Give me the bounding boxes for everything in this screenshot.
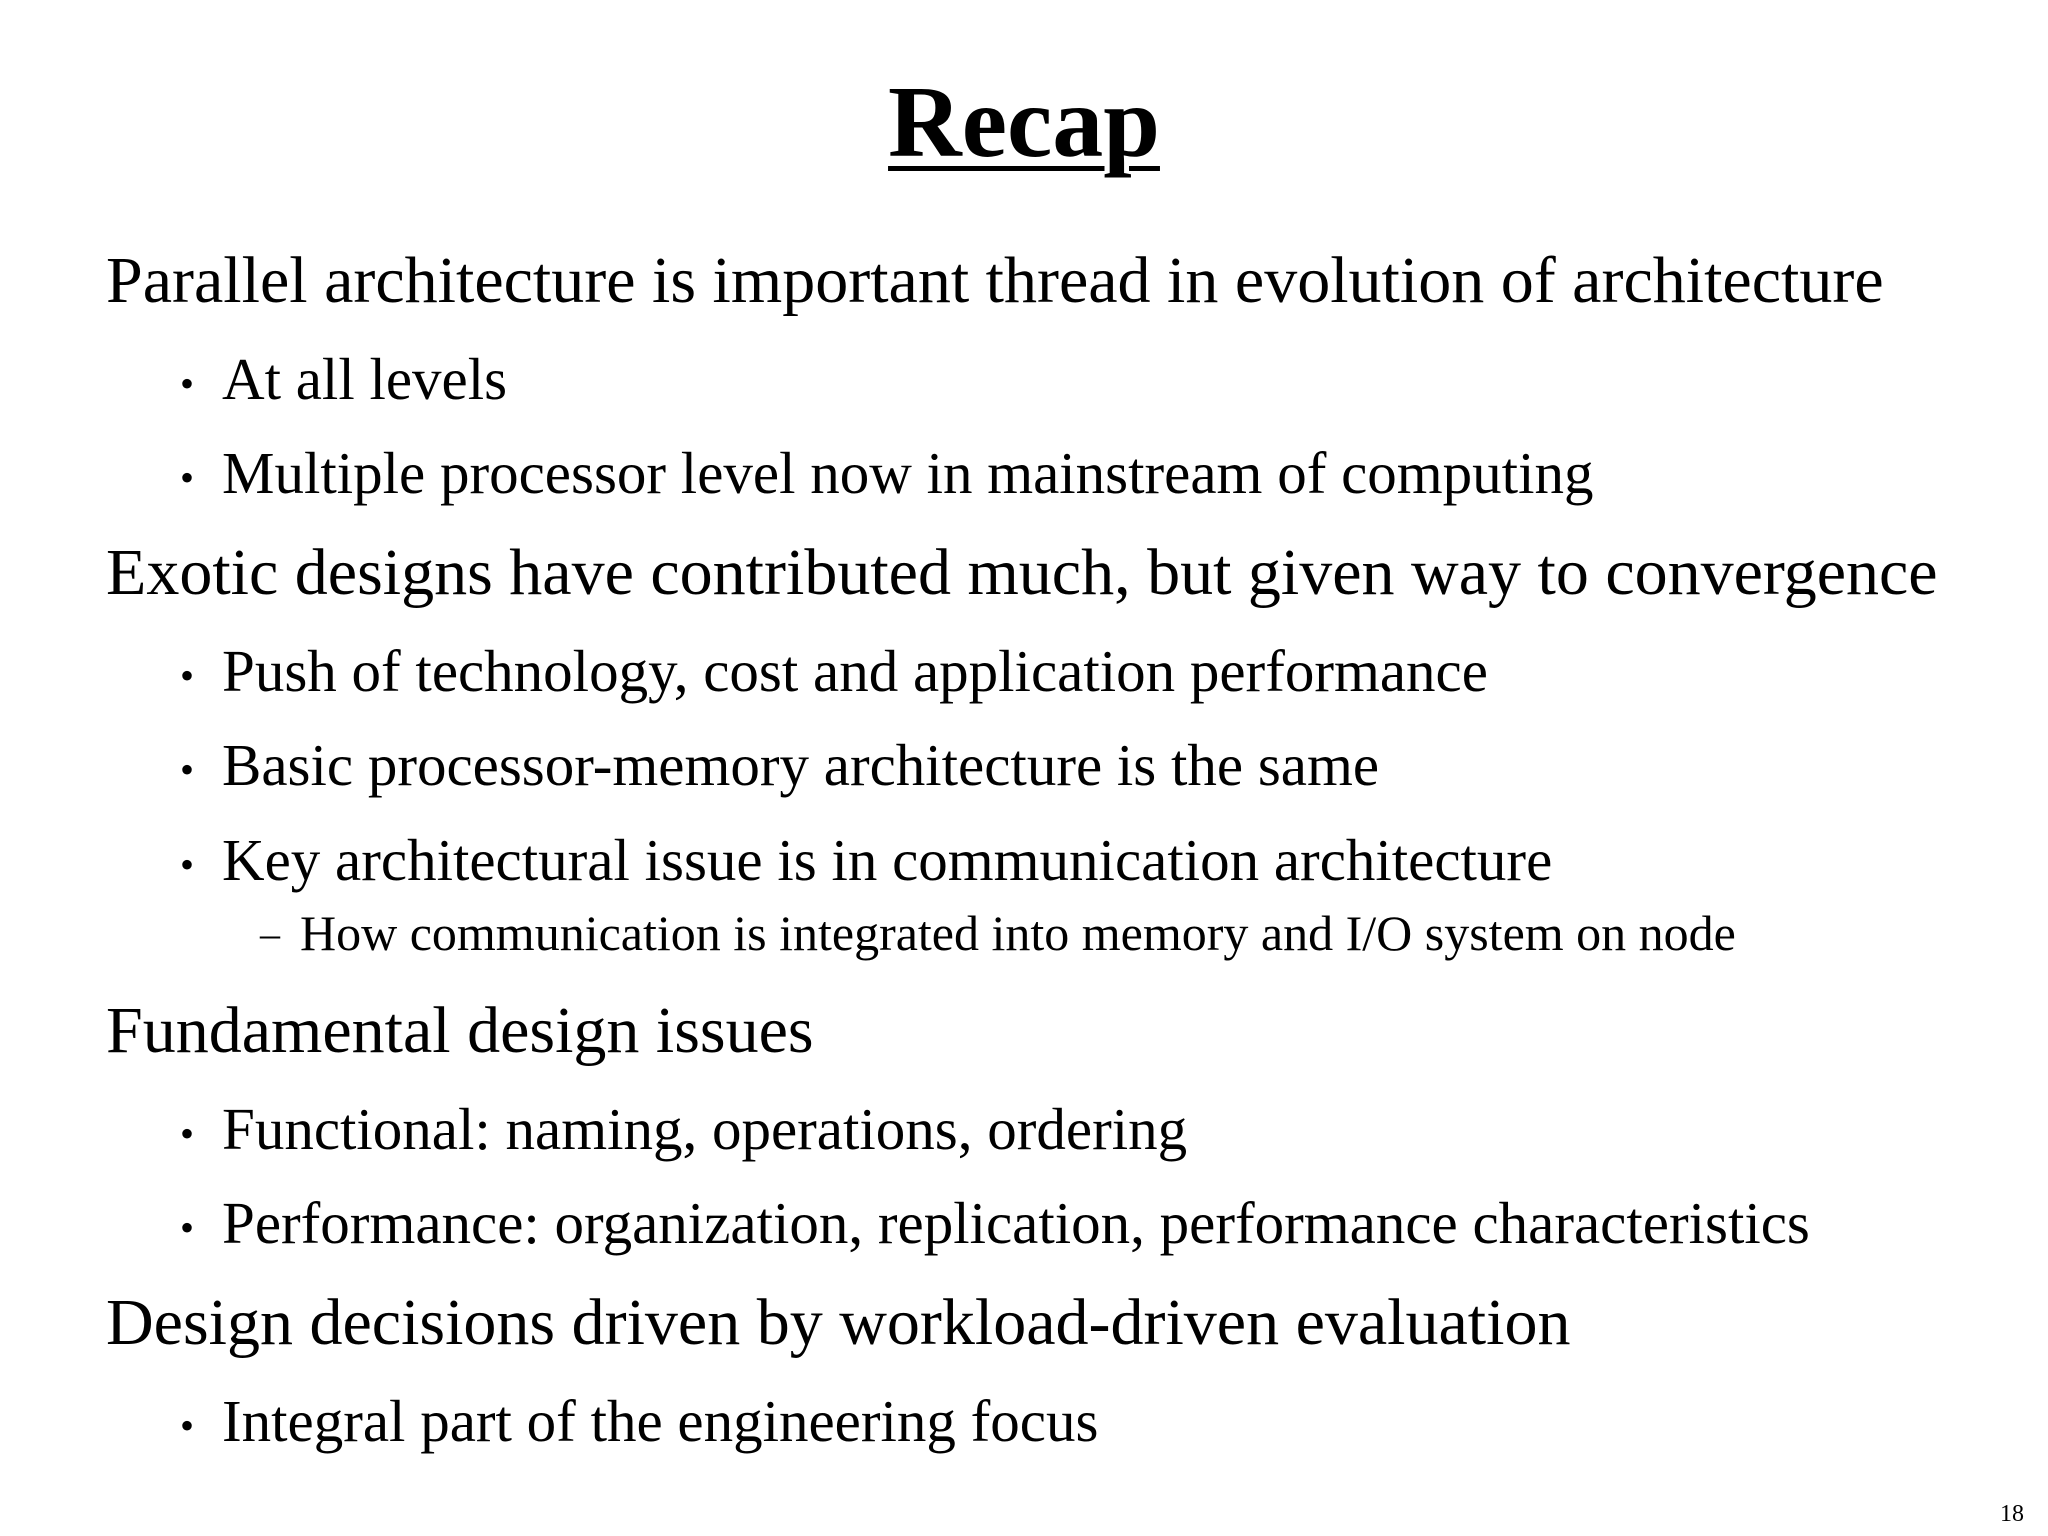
slide-title: Recap [888, 66, 1160, 179]
section-heading-design-decisions: Design decisions driven by workload-driven evaluation [106, 1286, 1571, 1359]
dash-icon: – [260, 911, 280, 956]
bullet-item: Functional: naming, operations, ordering [222, 1096, 1188, 1162]
bullet-item: At all levels [222, 346, 508, 412]
bullet-icon: • [180, 1403, 195, 1448]
bullet-icon: • [180, 361, 195, 406]
section-heading-fundamental-design: Fundamental design issues [106, 994, 814, 1067]
bullet-icon: • [180, 653, 195, 698]
bullet-item: Multiple processor level now in mainstream of computing [222, 440, 1594, 506]
bullet-item: Integral part of the engineering focus [222, 1388, 1099, 1454]
bullet-icon: • [180, 455, 195, 500]
bullet-item: Key architectural issue is in communication architecture [222, 827, 1553, 893]
bullet-icon: • [180, 747, 195, 792]
bullet-icon: • [180, 842, 195, 887]
bullet-item: Basic processor-memory architecture is the same [222, 732, 1380, 798]
section-heading-exotic-designs: Exotic designs have contributed much, but given way to convergence [106, 536, 1938, 609]
page-number: 18 [2000, 1501, 2024, 1527]
bullet-icon: • [180, 1205, 195, 1250]
bullet-item: Performance: organization, replication, performance characteristics [222, 1190, 1810, 1256]
section-heading-parallel-architecture: Parallel architecture is important thread in evolution of architecture [106, 244, 1884, 317]
bullet-item: Push of technology, cost and application performance [222, 638, 1488, 704]
bullet-icon: • [180, 1111, 195, 1156]
sub-bullet-item: How communication is integrated into memory and I/O system on node [300, 905, 1736, 961]
